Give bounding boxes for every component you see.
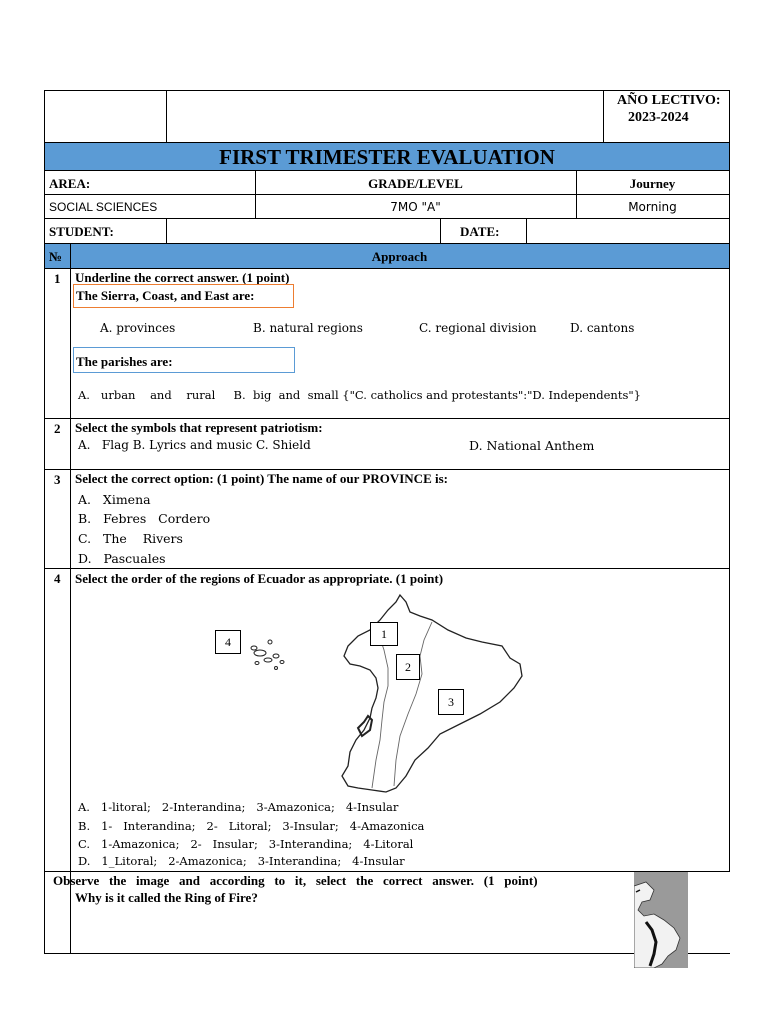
page-title: FIRST TRIMESTER EVALUATION [219, 145, 555, 169]
q3-instruction: Select the correct option: (1 point) The name of our PROVINCE is: [75, 471, 448, 486]
q1-option-b[interactable]: B. natural regions [253, 321, 363, 335]
student-divider-1 [166, 218, 167, 243]
header-divider-1 [166, 90, 167, 142]
table-border-bottom [44, 953, 730, 954]
q5-question: Why is it called the Ring of Fire? [75, 890, 258, 905]
q3-option-d[interactable]: D. Pascuales [78, 551, 166, 566]
date-label: DATE: [460, 224, 500, 239]
q4-option-b[interactable]: B. 1- Interandina; 2- Litoral; 3-Insular; 4-Amazonica [78, 819, 425, 833]
q1-options-b[interactable]: A. urban and rural B. big and small {"C. catholics and protestants":"D. Independents"} [78, 388, 641, 402]
grade-value: 7MO "A" [390, 200, 441, 214]
area-label: AREA: [49, 176, 91, 191]
q3-option-b[interactable]: B. Febres Cordero [78, 511, 211, 526]
q2-instruction: Select the symbols that represent patriotism: [75, 420, 323, 435]
table-border-top [44, 90, 730, 91]
q4-option-d[interactable]: D. 1_Litoral; 2-Amazonica; 3-Interandina; 4-Insular [78, 854, 405, 868]
q4-instruction: Select the order of the regions of Ecuador as appropriate. (1 point) [75, 571, 444, 586]
q2-number: 2 [54, 421, 61, 436]
q4-number: 4 [54, 571, 61, 586]
q2-option-d[interactable]: D. National Anthem [469, 438, 595, 453]
header-divider-2 [603, 90, 604, 142]
mainland-outline [342, 595, 522, 792]
q1-option-a[interactable]: A. provinces [100, 321, 176, 335]
q1-prompt-a: The Sierra, Coast, and East are: [76, 288, 255, 303]
ecuador-map [210, 590, 540, 795]
map-label-1: 1 [370, 622, 398, 646]
map-label-4: 4 [215, 630, 241, 654]
info-row-divider [44, 194, 730, 195]
journey-value: Morning [628, 200, 677, 214]
table-border-left [44, 90, 45, 954]
q1-number: 1 [54, 271, 61, 286]
q1-border-bottom [44, 418, 730, 419]
ring-of-fire-image [634, 872, 688, 968]
q4-border-bottom [44, 871, 730, 872]
table-border-right [729, 90, 730, 872]
approach-column-header: Approach [371, 249, 428, 264]
q3-option-a[interactable]: A. Ximena [78, 492, 151, 507]
student-label: STUDENT: [49, 224, 114, 239]
number-column-header: № [49, 249, 63, 264]
q2-border-bottom [44, 469, 730, 470]
q1-instruction: Underline the correct answer. (1 point) [75, 270, 290, 285]
title-border-bottom [44, 170, 730, 171]
q3-border-bottom [44, 568, 730, 569]
student-name-field[interactable] [168, 220, 438, 241]
q3-option-c[interactable]: C. The Rivers [78, 531, 183, 546]
q4-option-a[interactable]: A. 1-litoral; 2-Interandina; 3-Amazonica; 4-Insular [78, 800, 399, 814]
number-column-divider [70, 243, 71, 871]
q4-option-c[interactable]: C. 1-Amazonica; 2- Insular; 3-Interandina; 4-Litoral [78, 837, 414, 851]
grade-label: GRADE/LEVEL [368, 176, 463, 191]
q1-option-c[interactable]: C. regional division [419, 321, 537, 335]
q2-options[interactable]: A. Flag B. Lyrics and music C. Shield [78, 438, 311, 452]
q1-option-d[interactable]: D. cantons [570, 321, 635, 335]
date-field[interactable] [528, 220, 728, 241]
map-label-2: 2 [396, 654, 420, 680]
area-value: SOCIAL SCIENCES [49, 200, 158, 214]
school-year-label: AÑO LECTIVO: [617, 93, 721, 108]
student-divider-2 [440, 218, 441, 243]
q5-instruction: Observe the image and according to it, select the correct answer. (1 point) [53, 873, 538, 888]
info-border-bottom [44, 218, 730, 219]
q3-number: 3 [54, 472, 61, 487]
student-divider-3 [526, 218, 527, 243]
journey-label: Journey [629, 176, 676, 191]
approach-border-bottom [44, 268, 730, 269]
school-year: 2023-2024 [628, 110, 689, 125]
map-label-3: 3 [438, 689, 464, 715]
q1-prompt-b: The parishes are: [76, 354, 173, 369]
